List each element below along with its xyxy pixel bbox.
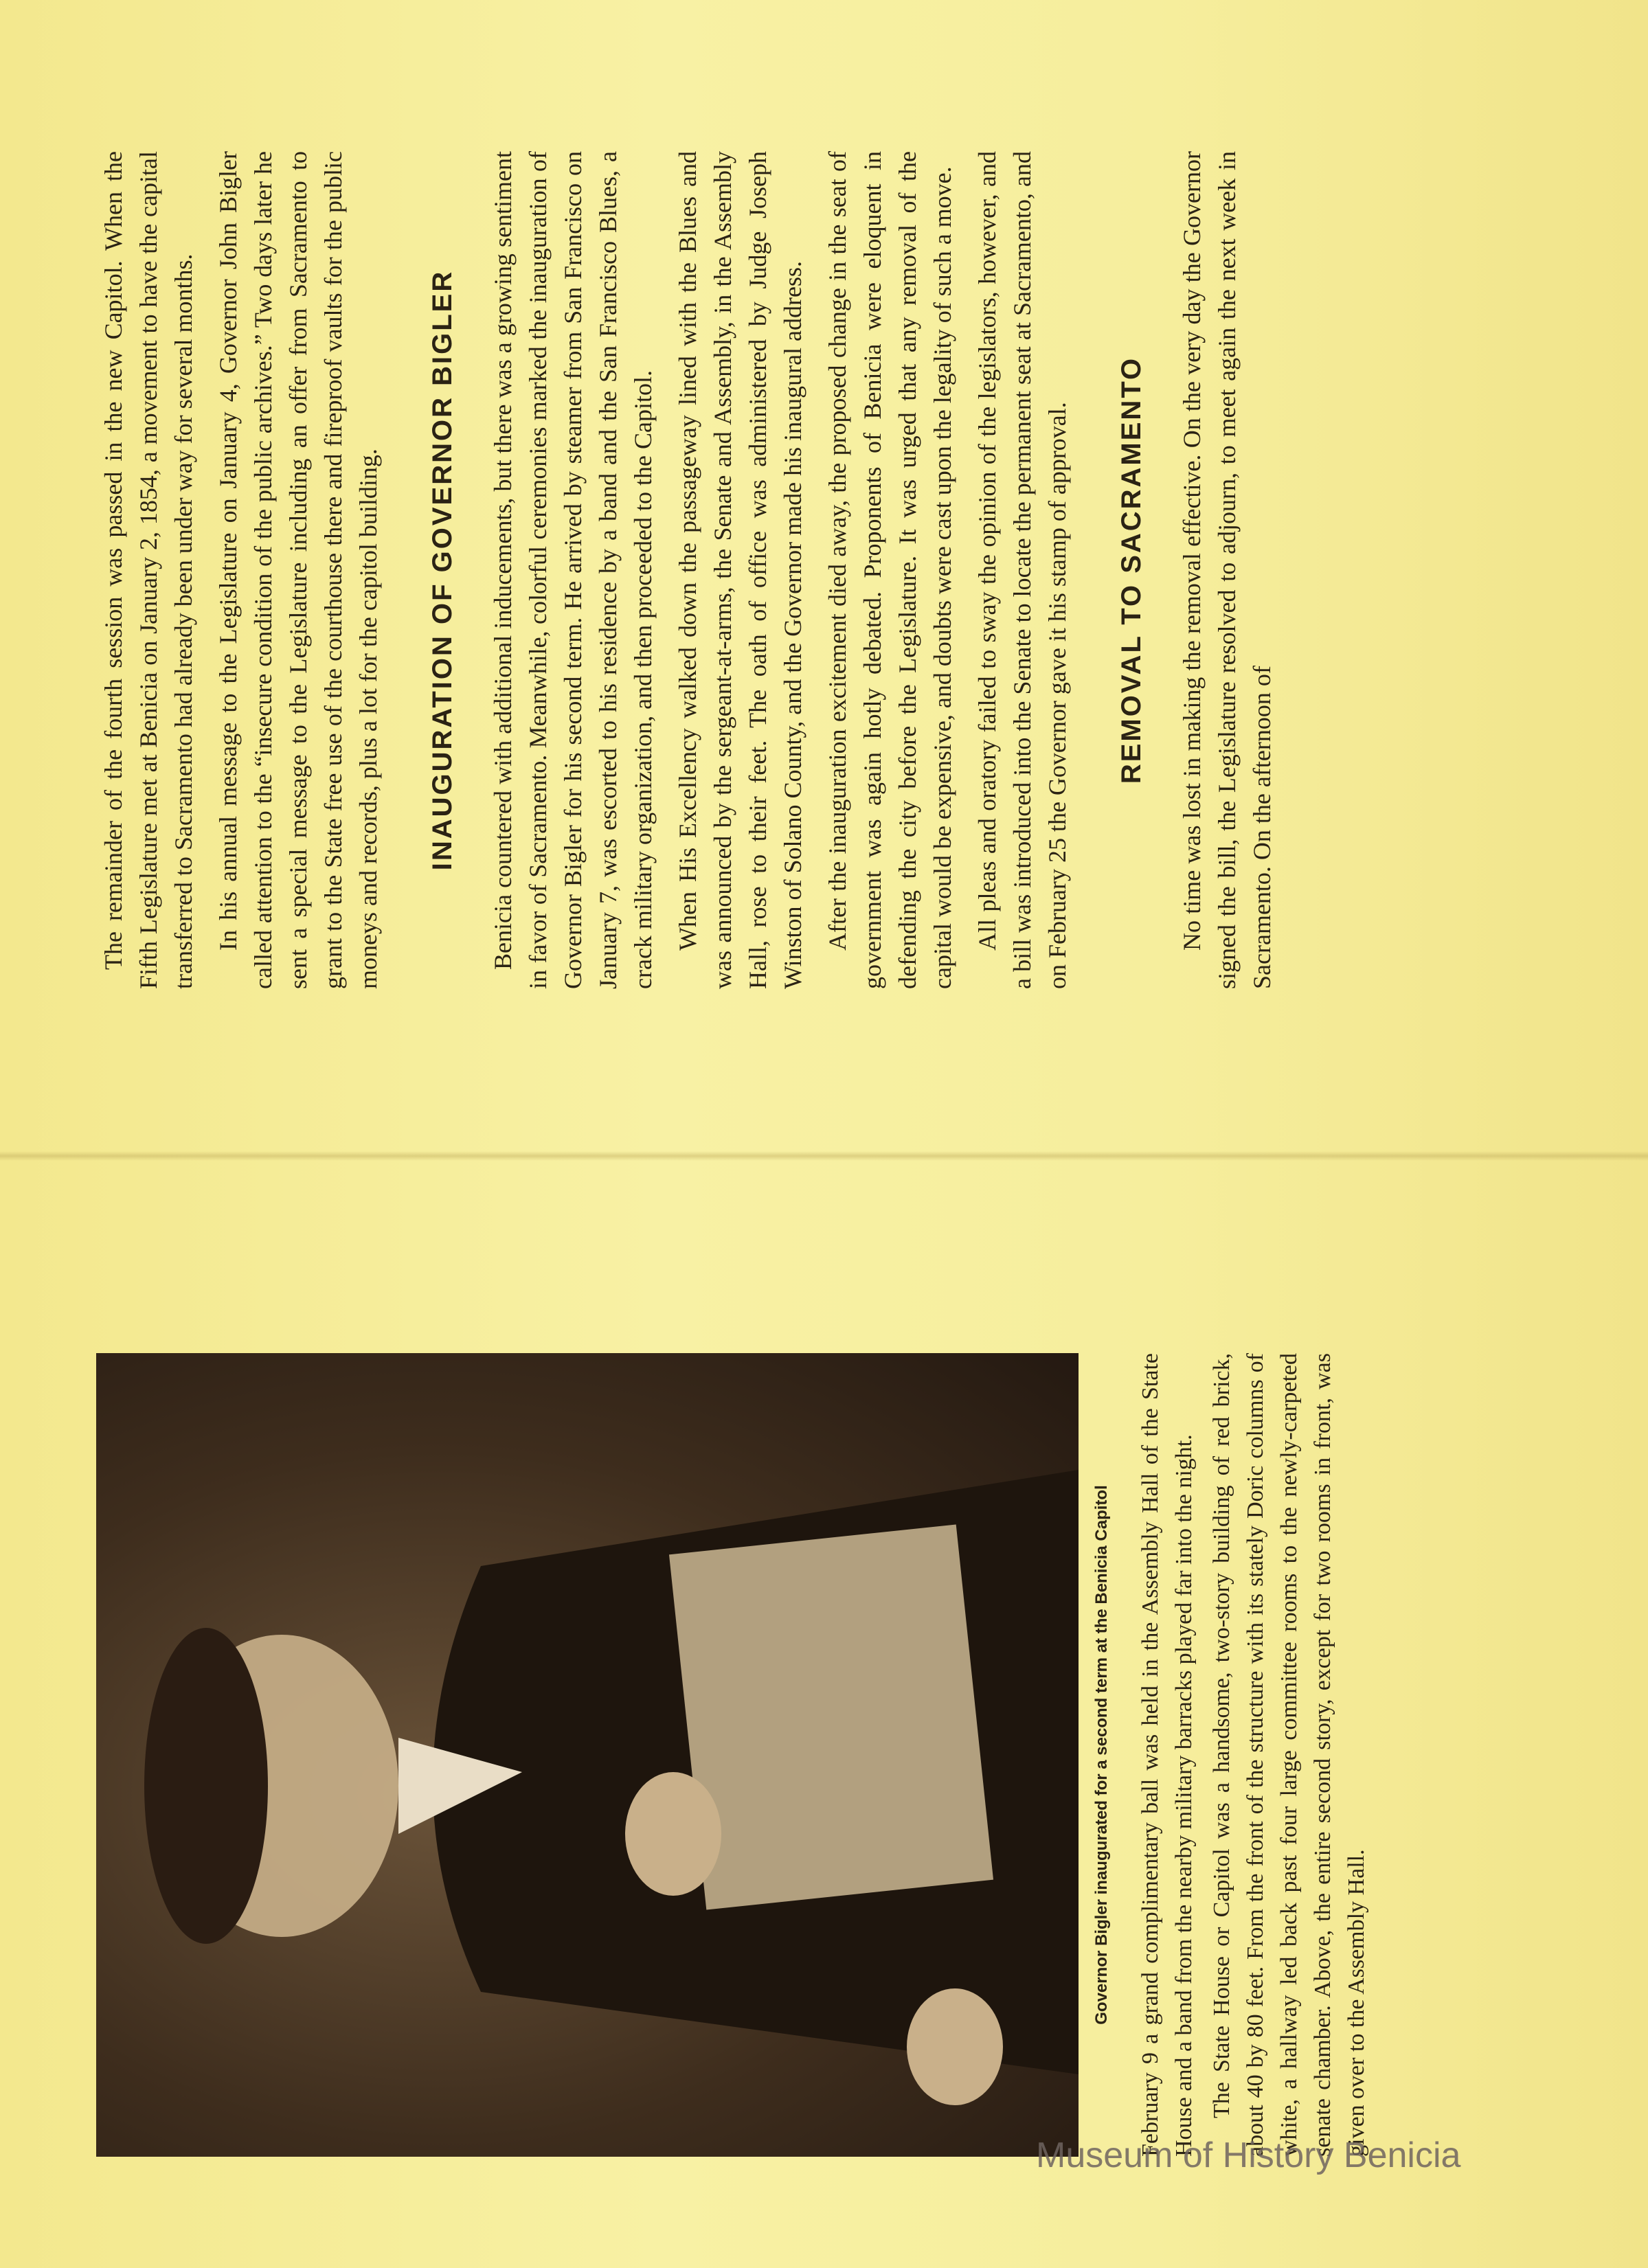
paragraph-intro-2: In his annual message to the Legislature on January 4, Governor John Bigler called attention to the “insecure condition of the public archives.” Two days later he sent a special message to the Legislature including an offer from Sacramento to grant to the State free use of the courthouse there and fireproof vaults for the public moneys and records, plus a lot for the capitol building. — [214, 151, 382, 989]
top-text-column — [96, 151, 1280, 989]
heading-removal: REMOVAL TO SACRAMENTO — [1116, 356, 1147, 784]
paragraph-inauguration-3: After the inauguration excitement died away, the proposed change in the seat of government was again hotly debated. Proponents of Benicia were eloquent in defending the city before the Legislature. It was urged that any removal of the capital would be expensive, and doubts were cast upon the legality of such a move. — [824, 151, 956, 989]
bottom-text-column — [1133, 1353, 1377, 2157]
paragraph-bottom-2: The State House or Capitol was a handsome, two-story building of red brick, about 40 by 80 feet. From the front of the structure with its stately Doric columns of white, a hallway led back past four large committee rooms to the newly-carpeted senate chamber. Above, the entire second story, except for two rooms in front, was given over to the Assembly Hall. — [1209, 1353, 1369, 2157]
paragraph-bottom-1: February 9 a grand complimentary ball was held in the Assembly Hall of the State House and a band from the nearby military barracks played far into the night. — [1138, 1353, 1197, 2157]
paragraph-intro-1: The remainder of the fourth session was passed in the new Capitol. When the Fifth Legislature met at Benicia on January 2, 1854, a movement to have the capital transferred to Sacramento had already been under way for several months. — [100, 151, 197, 989]
paragraph-inauguration-4: All pleas and oratory failed to sway the opinion of the legislators, however, and a bill was introduced into the Senate to locate the permanent seat at Sacramento, and on February 25 the Governor gave it his stamp of approval. — [973, 151, 1071, 989]
page-fold — [0, 1151, 1648, 1161]
museum-watermark: Museum of History Benicia — [1036, 2135, 1461, 2175]
governor-portrait-image — [96, 1353, 1079, 2157]
paragraph-inauguration-1: Benicia countered with additional inducements, but there was a growing sentiment in favor of Sacramento. Meanwhile, colorful ceremonies marked the inauguration of Governor Bigler for his second term. He arrived by steamer from San Francisco on January 7, was escorted to his residence by a band and the San Francisco Blues, a crack military organization, and then proceeded to the Capitol. — [489, 151, 657, 989]
photo-caption: Governor Bigler inaugurated for a second term at the Benicia Capitol — [1092, 1485, 1111, 2025]
heading-inauguration: INAUGURATION OF GOVERNOR BIGLER — [427, 269, 458, 871]
paragraph-removal-1: No time was lost in making the removal effective. On the very day the Governor signed the bill, the Legislature resolved to adjourn, to meet again the next week in Sacramento. On the afternoon of — [1178, 151, 1276, 989]
portrait-illustration — [96, 1353, 1079, 2157]
bottom-page — [96, 1284, 1511, 2157]
top-page — [96, 151, 1511, 989]
paragraph-inauguration-2: When His Excellency walked down the passageway lined with the Blues and was announced by the sergeant-at-arms, the Senate and Assembly, in the Assembly Hall, rose to their feet. The oath of office was administered by Judge Joseph Winston of Solano County, and the Governor made his inaugural address. — [674, 151, 806, 989]
